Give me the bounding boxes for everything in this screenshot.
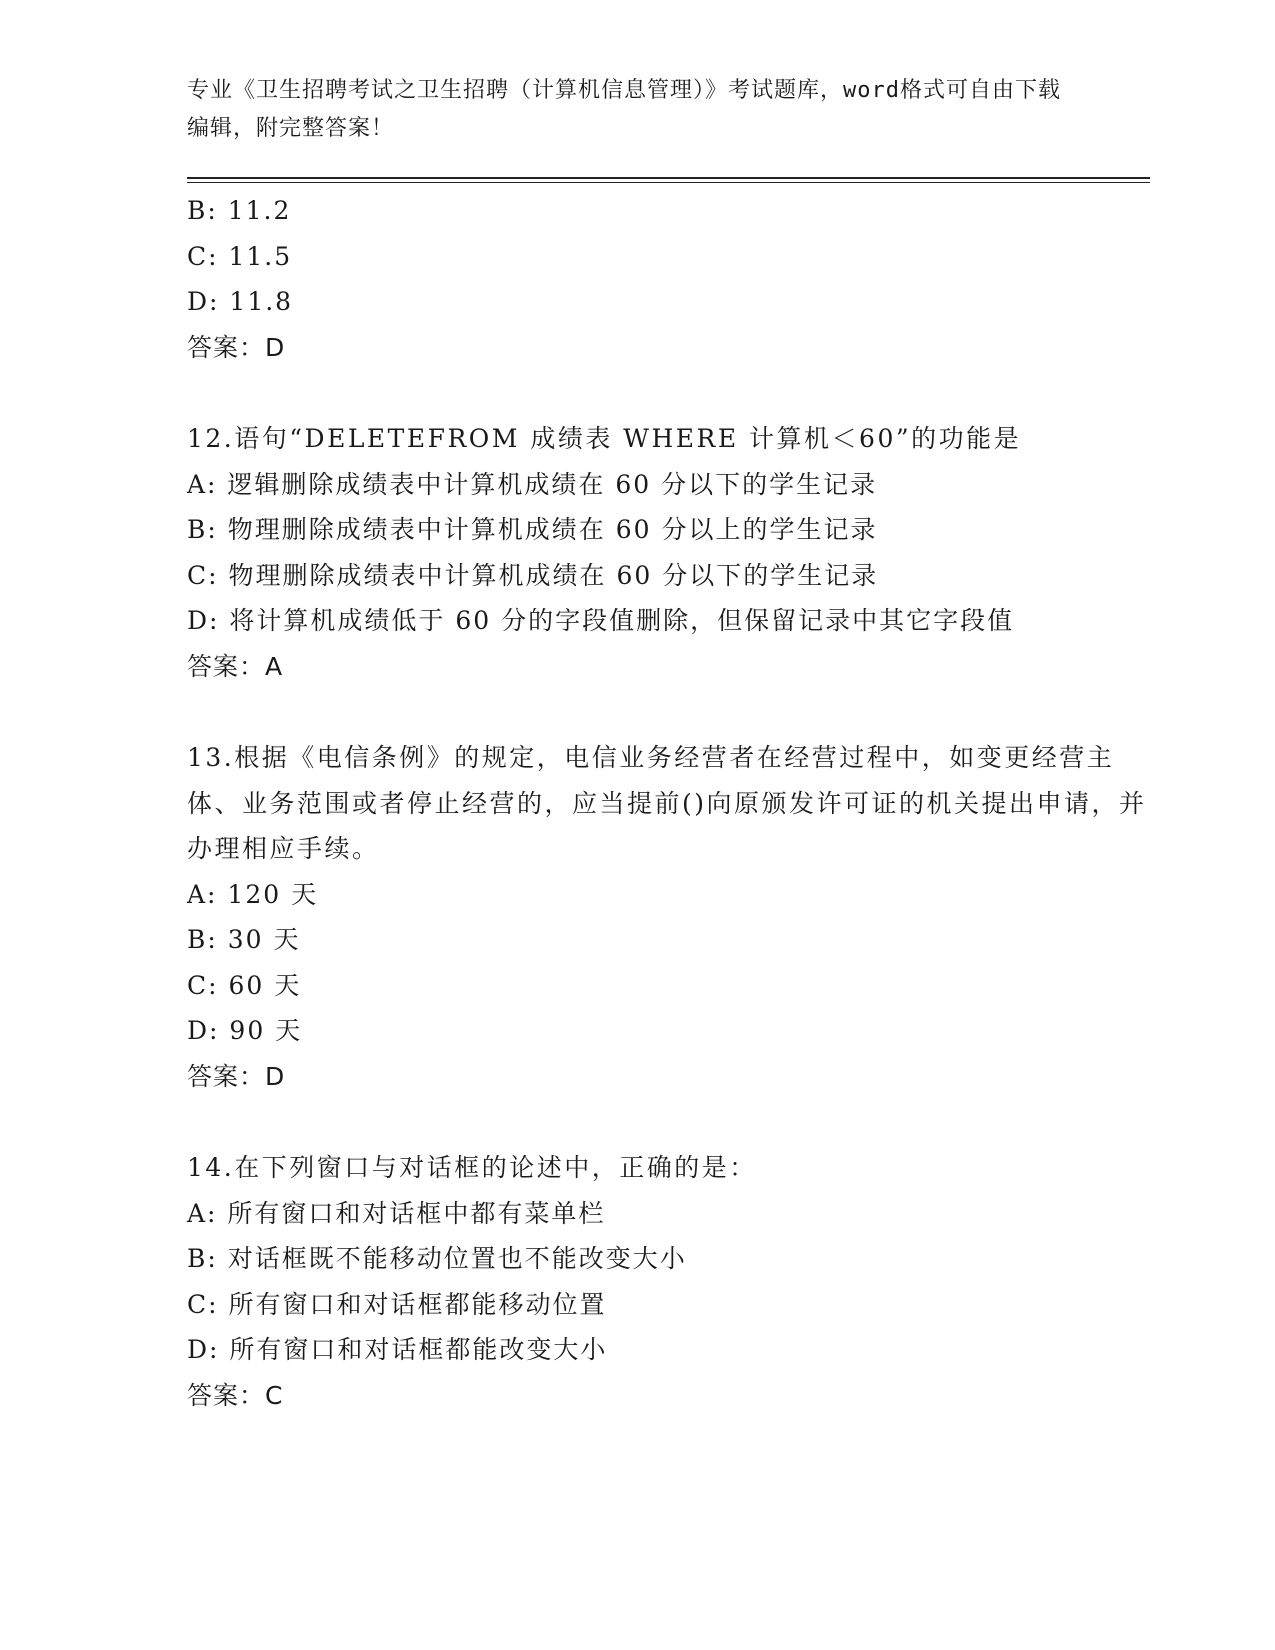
question-text: 13.根据《电信条例》的规定，电信业务经营者在经营过程中，如变更经营主体、业务范围或者停止经营的，应当提前()向原颁发许可证的机关提出申请，并办理相应手续。: [187, 743, 1147, 863]
option-d: D: 所有窗口和对话框都能改变大小: [187, 1335, 608, 1364]
question-block: [187, 735, 1150, 1099]
question-block: [187, 188, 1150, 370]
option-c: C: 物理删除成绩表中计算机成绩在 60 分以下的学生记录: [187, 560, 879, 590]
question-text: 14.在下列窗口与对话框的论述中，正确的是：: [187, 1153, 757, 1182]
question-block: [187, 1145, 1150, 1418]
option-b: B: 30 天: [187, 925, 301, 954]
option-b: B: 11.2: [187, 196, 292, 225]
question-list: [187, 188, 1150, 1418]
question-block: [187, 416, 1150, 689]
option-a: A: 逻辑删除成绩表中计算机成绩在 60 分以下的学生记录: [187, 469, 878, 499]
answer-line: 答案：A: [187, 651, 284, 681]
answer-line: 答案：D: [187, 332, 286, 362]
option-b: B: 物理删除成绩表中计算机成绩在 60 分以上的学生记录: [187, 515, 878, 544]
option-d: D: 90 天: [187, 1016, 303, 1045]
answer-line: 答案：D: [187, 1061, 286, 1091]
header-rule-thin: [187, 182, 1150, 183]
document-header: 专业《卫生招聘考试之卫生招聘（计算机信息管理）》考试题库，word格式可自由下载编辑，附完整答案！: [187, 78, 1061, 141]
header-rule-thick: [187, 177, 1150, 179]
answer-line: 答案：C: [187, 1380, 284, 1410]
option-d: D: 将计算机成绩低于 60 分的字段值删除，但保留记录中其它字段值: [187, 606, 1015, 635]
option-a: A: 120 天: [187, 879, 319, 909]
question-text: 12.语句“DELETEFROM 成绩表 WHERE 计算机＜60”的功能是: [187, 424, 1022, 453]
option-c: C: 11.5: [187, 241, 293, 271]
option-d: D: 11.8: [187, 287, 294, 316]
option-a: A: 所有窗口和对话框中都有菜单栏: [187, 1198, 606, 1228]
option-c: C: 60 天: [187, 970, 302, 1000]
option-b: B: 对话框既不能移动位置也不能改变大小: [187, 1244, 687, 1273]
option-c: C: 所有窗口和对话框都能移动位置: [187, 1289, 607, 1319]
